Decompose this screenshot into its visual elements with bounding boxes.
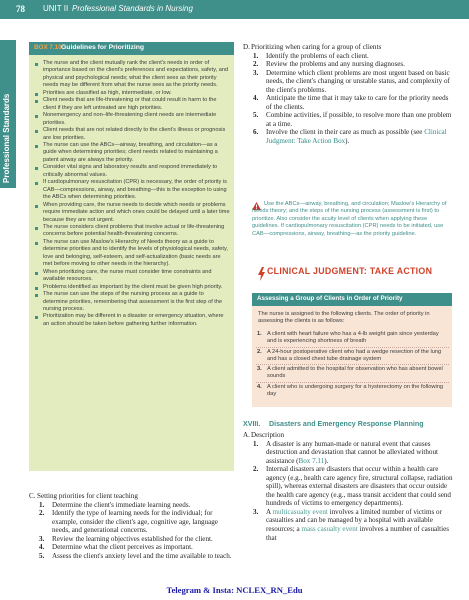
description-heading <box>243 431 453 440</box>
footer-banner: Telegram & Insta: NCLEX_RN_Edu <box>166 585 303 595</box>
section-xviii-title: Disasters and Emergency Response Planning <box>269 420 424 428</box>
box-list <box>33 60 230 328</box>
box-item: When prioritizing care, the nurse must consider time constraints and available resources. <box>33 269 230 284</box>
section-d-item: 5. Combine activities, if possible, to resolve more than one problem at a time. <box>253 111 452 128</box>
clinical-judgment-subtitle: Assessing a Group of Clients in Order of Priority <box>257 295 403 302</box>
unit-title: Professional Standards in Nursing <box>72 4 193 13</box>
unit-label: UNIT II <box>43 4 69 13</box>
description-title: Description <box>251 431 285 439</box>
section-d-heading <box>243 43 453 52</box>
section-d-item: 2. Review the problems and any nursing diagnoses. <box>253 60 405 69</box>
clinical-judgment-item: 4. A client who is undergoing surgery for a hysterectomy on the following day <box>257 383 444 398</box>
section-c-item: 2. Identify the type of learning needs for the individual; for example, consider the client's age, cognitive age, language needs, and generational concerns. <box>39 509 218 535</box>
box-item: When providing care, the nurse needs to decide which needs or problems require immediate action and which ones could be delayed until a later time because they are not urgent. <box>33 202 230 224</box>
box-7-11-link[interactable]: Box 7.11 <box>298 456 325 465</box>
section-c-list <box>29 501 234 561</box>
section-c-item: 5. Assess the client's anxiety level and the time available to teach. <box>39 551 232 560</box>
section-c-letter: C. <box>29 492 36 500</box>
box-item: Priorities are classified as high, intermediate, or low. <box>33 90 230 97</box>
side-tab-label: Professional Standards <box>2 93 11 183</box>
box-item: Problems identified as important by the client must be given high priority. <box>33 284 230 291</box>
clinical-judgment-item: 3. A client admitted to the hospital for observation who has absent bowel sounds <box>256 366 449 383</box>
section-d-item: 6. Involve the client in their care as much as possible (see Clinical Judgment: Take Action Box). <box>253 128 447 146</box>
mass-casualty-term: mass casualty event <box>301 525 358 534</box>
box-item: The nurse and the client mutually rank the client's needs in order of importance based on the client's preferences and expectations, safety, and physical and psychological needs; what the client sees as their priority needs may be different from what the nurse sees as the priority needs. <box>33 60 230 90</box>
description-list <box>243 440 453 543</box>
box-number: BOX 7.10 <box>34 44 62 51</box>
lightning-icon <box>258 267 265 281</box>
section-xviii-roman: XVIII. <box>243 420 261 428</box>
section-c-item: 4. Determine what the client perceives as important. <box>39 543 193 552</box>
box-item: Consider vital signs and laboratory results and respond immediately to critically abnormal values. <box>33 164 230 179</box>
description-item: 1. A disaster is any human-made or natural event that causes destruction and devastation that cannot be alleviated without assistance (Box 7.11). <box>253 439 438 465</box>
warning-text: Use the ABCs—airway, breathing, and circulation; Maslow's Hierarchy of Needs theory; and the steps of the nursing process (assessment is first) to prioritize. Also consider the acuity level of clients when applying these guidelines. If cardiopulmonary resuscitation (CPR) needs to be initiated, use CAB—compressions, airway, breathing—as the priority guideline. <box>252 201 447 237</box>
description-letter: A. <box>243 431 250 439</box>
multicasualty-term: multicasualty event <box>272 507 328 516</box>
clinical-judgment-item: 1. A client with heart failure who has a 4-lb weight gain since yesterday and is experiencing shortness of breath <box>256 331 449 348</box>
section-d-title: Prioritizing when caring for a group of clients <box>251 43 382 51</box>
clinical-judgment-list <box>256 331 449 400</box>
section-c <box>29 492 234 560</box>
section-c-heading <box>29 492 234 501</box>
section-xviii-heading <box>243 420 424 428</box>
box-item: Client needs that are not related directly to the client's illness or prognosis are low priorities. <box>33 127 230 142</box>
clinical-judgment-intro: The nurse is assigned to the following clients. The order of priority in assessing the clients is as follows: <box>258 311 430 325</box>
box-item: The nurse can use Maslow's Hierarchy of Needs theory as a guide to determine priorities and to identify the levels of physiological needs, safety, love and belonging, self-esteem, and self-actualization (basic needs are met before moving to other needs in the hierarchy). <box>33 239 230 269</box>
section-d-item: 4. Anticipate the time that it may take to care for the priority needs of the clients. <box>253 94 449 111</box>
box-item: The nurse considers client problems that involve actual or life-threatening concerns before potential health-threatening concerns. <box>33 224 230 239</box>
box-title: Guidelines for Prioritizing <box>61 43 145 51</box>
side-tab <box>0 40 16 188</box>
clinical-judgment-item: 2. A 24-hour postoperative client who had a wedge resection of the lung and has a closed chest tube drainage system <box>256 349 449 366</box>
section-c-item: 3. Review the learning objectives established for the client. <box>39 534 213 543</box>
section-c-title: Setting priorities for client teaching <box>37 492 138 500</box>
page-header <box>0 0 469 19</box>
box-item: The nurse can use the ABCs—airway, breathing, and circulation—as a guide when determining priorities; client needs related to maintaining a patent airway are always the priority. <box>33 142 230 164</box>
box-item: The nurse can use the steps of the nursing process as a guide to determine priorities, remembering that assessment is the first step of the nursing process. <box>33 291 230 313</box>
guidelines-box <box>29 42 234 471</box>
box-item: Nonemergency and non–life-threatening client needs are intermediate priorities. <box>33 112 230 127</box>
section-xviii-body <box>243 431 453 542</box>
box-header <box>29 42 234 55</box>
box-item: Prioritization may be different in a disaster or emergency situation, where an action should be taken before gathering further information. <box>33 313 230 328</box>
section-d-letter: D. <box>243 43 250 51</box>
section-d-item: 3. Determine which client problems are most urgent based on basic needs, the client's changing or unstable status, and complexity of the client's problems. <box>253 68 450 94</box>
clinical-judgment-link[interactable]: Clinical Judgment: Take Action Box <box>266 128 447 146</box>
page-number: 78 <box>16 4 25 14</box>
box-item: If cardiopulmonary resuscitation (CPR) is necessary, the order of priority is CAB—compressions, airway, and breathing—this is the exception to using the ABCs when determining priorities. <box>33 179 230 201</box>
description-item: 2. Internal disasters are disasters that occur within a health care agency (e.g., health care agency fire, structural collapse, radiation spill), whereas external disasters are disasters that occur outside the health care agency (e.g., mass transit accident that could send hundreds of victims to emergency departments). <box>253 465 453 508</box>
description-item: 3. A multicasualty event involves a limited number of victims or casualties and can be managed by a hospital with available resources; a mass casualty event involves a number of casualties that <box>253 507 450 542</box>
section-d-item: 1. Identify the problems of each client. <box>253 51 369 60</box>
section-d <box>243 43 453 146</box>
section-d-list <box>243 52 453 146</box>
section-c-item: 1. Determine the client's immediate learning needs. <box>39 500 191 509</box>
clinical-judgment-title: CLINICAL JUDGMENT: TAKE ACTION <box>267 266 433 276</box>
box-item: Client needs that are life-threatening or that could result in harm to the client if they are left untreated are high priorities. <box>33 97 230 112</box>
